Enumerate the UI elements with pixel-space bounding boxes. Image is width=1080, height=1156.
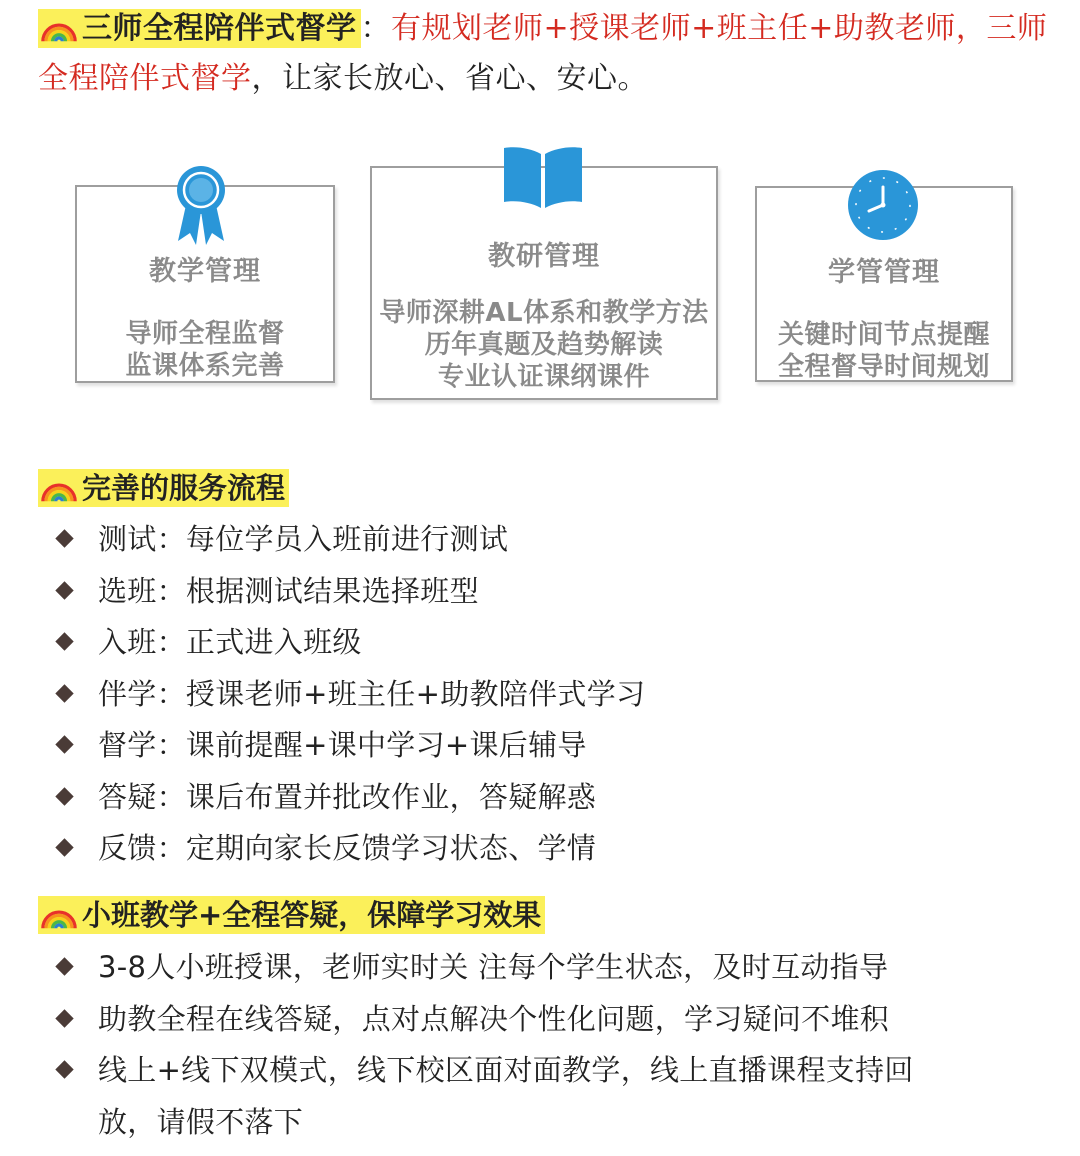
section-heading-service-process <box>38 466 289 507</box>
section-heading-small-class <box>38 893 545 934</box>
diamond-bullet-icon <box>55 1060 73 1078</box>
section-title: 完善的服务流程 <box>82 471 286 505</box>
open-book-icon <box>502 146 584 210</box>
list-item: 答疑：课后布置并批改作业，答疑解惑 <box>52 772 645 824</box>
list-item-continuation: 放，请假不落下 <box>98 1104 304 1139</box>
section-title: 小班教学+全程答疑，保障学习效果 <box>82 898 542 932</box>
diamond-bullet-icon <box>55 1009 73 1027</box>
section-heading-highlight <box>38 469 289 507</box>
intro-colon: ： <box>360 11 391 46</box>
card-line: 导师全程监督 <box>125 319 285 349</box>
section-heading-highlight <box>38 896 545 934</box>
card-line: 专业认证课纲课件 <box>437 362 650 392</box>
rainbow-icon <box>40 470 78 504</box>
intro-red-text: 有规划老师+授课老师+班主任+助教老师，三师全程陪伴式督学 <box>38 11 1048 96</box>
small-class-list <box>52 942 914 1148</box>
card-line: 监课体系完善 <box>125 351 285 381</box>
card-title: 学管管理 <box>828 257 940 288</box>
diamond-bullet-icon <box>55 529 73 547</box>
intro-title: 三师全程陪伴式督学 <box>82 11 357 46</box>
diamond-bullet-icon <box>55 632 73 650</box>
clock-icon <box>845 167 921 243</box>
card-line: 导师深耕AL体系和教学方法 <box>379 298 709 328</box>
list-item: 3-8人小班授课，老师实时关 注每个学生状态，及时互动指导 <box>52 942 914 994</box>
list-item: 线上+线下双模式，线下校区面对面教学，线上直播课程支持回 <box>52 1045 914 1097</box>
list-item: 入班：正式进入班级 <box>52 617 645 669</box>
list-item: 选班：根据测试结果选择班型 <box>52 566 645 618</box>
diamond-bullet-icon <box>55 957 73 975</box>
list-item: 反馈：定期向家长反馈学习状态、学情 <box>52 823 645 875</box>
service-process-list <box>52 514 645 875</box>
list-item: 助教全程在线答疑，点对点解决个性化问题，学习疑问不堆积 <box>52 994 914 1046</box>
intro-highlight <box>38 9 361 48</box>
diamond-bullet-icon <box>55 581 73 599</box>
card-line: 全程督导时间规划 <box>777 352 990 382</box>
award-ribbon-icon <box>174 165 228 247</box>
intro-paragraph <box>38 4 1058 104</box>
diamond-bullet-icon <box>55 684 73 702</box>
intro-rest-text: ，让家长放心、省心、安心。 <box>251 61 648 96</box>
card-line: 历年真题及趋势解读 <box>424 330 664 360</box>
rainbow-icon <box>40 10 78 44</box>
list-item: 伴学：授课老师+班主任+助教陪伴式学习 <box>52 669 645 721</box>
diamond-bullet-icon <box>55 787 73 805</box>
diamond-bullet-icon <box>55 838 73 856</box>
card-title: 教研管理 <box>488 241 600 272</box>
list-item: 测试：每位学员入班前进行测试 <box>52 514 645 566</box>
diamond-bullet-icon <box>55 735 73 753</box>
card-line: 关键时间节点提醒 <box>777 320 990 350</box>
list-item: 督学：课前提醒+课中学习+课后辅导 <box>52 720 645 772</box>
card-title: 教学管理 <box>149 256 261 287</box>
rainbow-icon <box>40 897 78 931</box>
